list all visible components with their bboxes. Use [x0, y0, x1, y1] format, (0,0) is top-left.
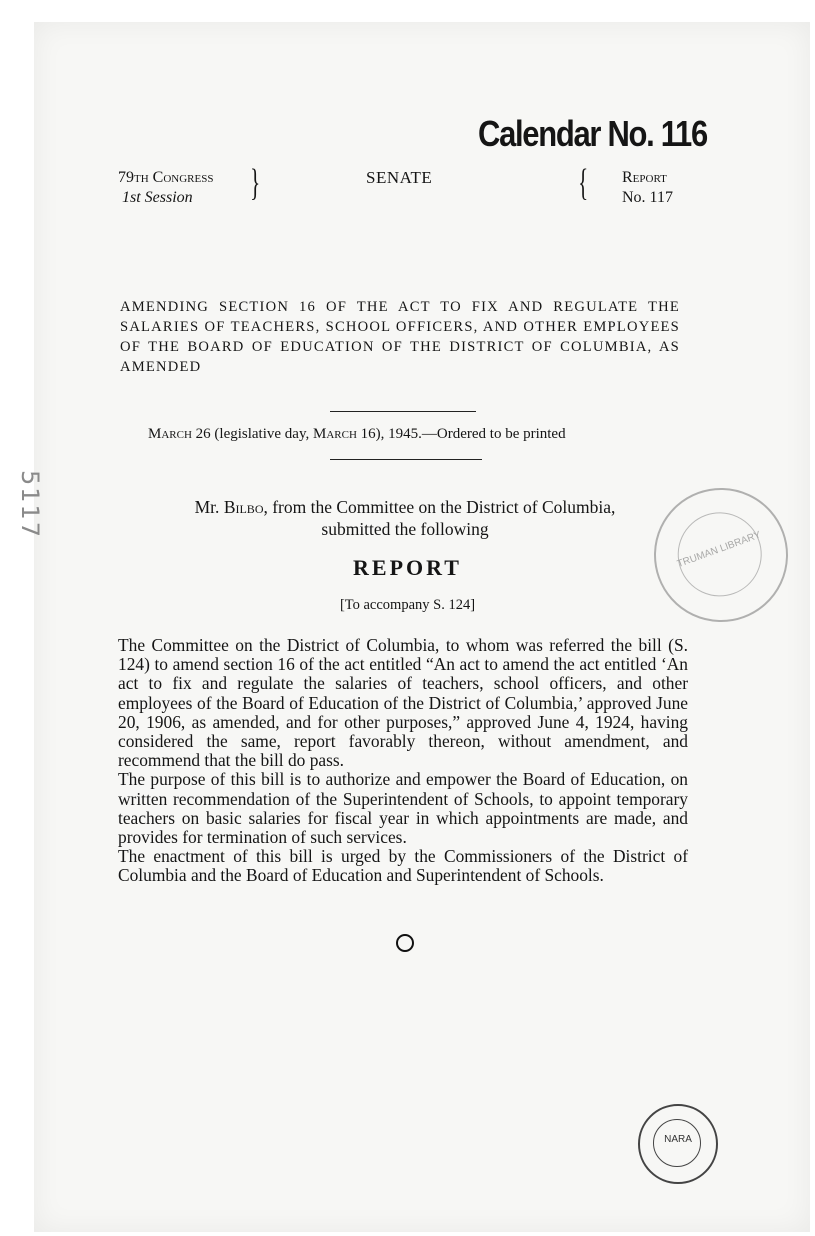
margin-handwriting: 5117: [16, 470, 44, 540]
nara-stamp-icon: [638, 1104, 718, 1184]
order-date: [148, 426, 566, 443]
nara-stamp-text: NARA: [664, 1134, 692, 1145]
calendar-number: Calendar No. 116: [478, 113, 707, 154]
submitted-line-1: [140, 496, 670, 518]
right-brace: }: [250, 162, 261, 204]
senator-name: Bilbo: [223, 497, 264, 517]
chamber-label: SENATE: [366, 168, 433, 187]
date-rest: 16), 1945.—Ordered to be printed: [356, 426, 566, 442]
date-middle: 26 (legislative day,: [191, 426, 313, 442]
library-stamp-text: TRUMAN LIBRARY: [675, 529, 763, 571]
submitted-rest: , from the Committee on the District of Columbia,: [263, 497, 616, 517]
submitted-line-2: submitted the following: [321, 519, 489, 539]
report-heading: REPORT: [353, 555, 462, 580]
submitted-by: [140, 496, 670, 540]
date-month-1: March: [148, 426, 192, 442]
date-month-2: March: [312, 426, 357, 442]
report-label: Report: [622, 169, 667, 186]
report-no: No. 117: [622, 189, 673, 206]
submitted-prefix: Mr.: [194, 497, 224, 517]
left-brace: {: [578, 162, 589, 204]
divider-top: [330, 411, 476, 412]
paragraph-2: The purpose of this bill is to authorize and empower the Board of Education, on written recommendation of the Superintendent of Schools, to appoint temporary teachers on basic salaries for fiscal year in which appointments are made, and provides for termination of such services.: [118, 769, 688, 848]
divider-bottom: [330, 459, 482, 460]
paragraph-1: The Committee on the District of Columbia, to whom was referred the bill (S. 124) to amend section 16 of the act entitled “An act to amend the act entitled ‘An act to fix and regulate the salaries of teachers, school officers, and other employees of the Board of Education of the District of Columbia,’ approved June 20, 1906, as amended, and for other purposes,” approved June 4, 1924, having considered the same, report favorably thereon, without amendment, and recommend that the bill do pass.: [118, 635, 688, 771]
report-number: [622, 168, 673, 208]
bill-title: AMENDING SECTION 16 OF THE ACT TO FIX AND REGULATE THE SALARIES OF TEACHERS, SCHOOL OFFICERS, AND OTHER EMPLOYEES OF THE BOARD OF EDUCATION OF THE DISTRICT OF COLUMBIA, AS AMENDED: [120, 299, 680, 375]
congress-session: [118, 168, 213, 208]
report-body: [118, 636, 688, 886]
end-mark-icon: [396, 934, 414, 952]
congress-label: 79th Congress: [118, 169, 214, 186]
paragraph-3: The enactment of this bill is urged by the Commissioners of the District of Columbia and the Board of Education and Superintendent of Schools.: [118, 846, 688, 886]
session-label: 1st Session: [122, 189, 193, 206]
accompany-note: [To accompany S. 124]: [339, 597, 476, 613]
